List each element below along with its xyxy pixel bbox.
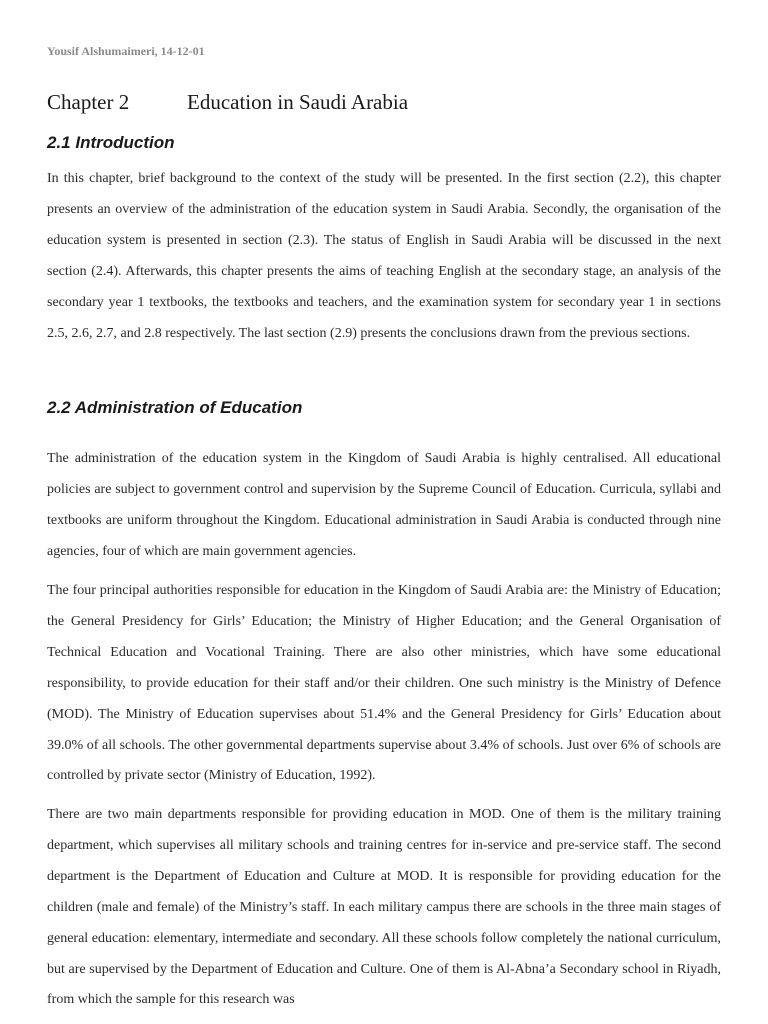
paragraph-introduction: In this chapter, brief background to the context of the study will be presented. In the first section (2.2), this chapter presents an overview of the administration of the education system in Saudi Arabia. Secondly, the organisation of the education system is presented in section (2.3). The status of English in Saudi Arabia will be discussed in the next section (2.4). Afterwards, this chapter presents the aims of teaching English at the secondary stage, an analysis of the secondary year 1 textbooks, the textbooks and teachers, and the examination system for secondary year 1 in sections 2.5, 2.6, 2.7, and 2.8 respectively. The last section (2.9) presents the conclusions drawn from the previous sections. [47,171,721,341]
chapter-number: Chapter 2 [47,90,130,114]
paragraph-administration-2: The four principal authorities responsible for education in the Kingdom of Saudi Arabia are: the Ministry of Education; the General Presidency for Girls’ Education; the Ministry of Higher Education; and the General Organisation of Technical Education and Vocational Training. There are also other ministries, which have some educational responsibility, to provide education for their staff and/or their children. One such ministry is the Ministry of Defence (MOD). The Ministry of Education supervises about 51.4% and the General Presidency for Girls’ Education about 39.0% of all schools. The other governmental departments supervise about 3.4% of schools. Just over 6% of schools are controlled by private sector (Ministry of Education, 1992). [47,583,721,784]
chapter-title [47,90,408,115]
paragraph-administration-3: There are two main departments responsible for providing education in MOD. One of them is the military training department, which supervises all military schools and training centres for in-service and pre-service staff. The second department is the Department of Education and Culture at MOD. It is responsible for providing education for the children (male and female) of the Ministry’s staff. In each military campus there are schools in the three main stages of general education: elementary, intermediate and secondary. All these schools follow completely the national curriculum, but are supervised by the Department of Education and Culture. One of them is Al-Abna’a Secondary school in Riyadh, from which the sample for this research was [47,807,721,1008]
paragraph-administration-1: The administration of the education system in the Kingdom of Saudi Arabia is highly centralised. All educational policies are subject to government control and supervision by the Supreme Council of Education. Curricula, syllabi and textbooks are uniform throughout the Kingdom. Educational administration in Saudi Arabia is conducted through nine agencies, four of which are main government agencies. [47,451,721,559]
section-heading-administration: 2.2 Administration of Education [47,398,303,417]
section-heading-introduction: 2.1 Introduction [47,133,175,152]
running-header: Yousif Alshumaimeri, 14-12-01 [47,44,205,58]
chapter-name: Education in Saudi Arabia [187,90,409,114]
